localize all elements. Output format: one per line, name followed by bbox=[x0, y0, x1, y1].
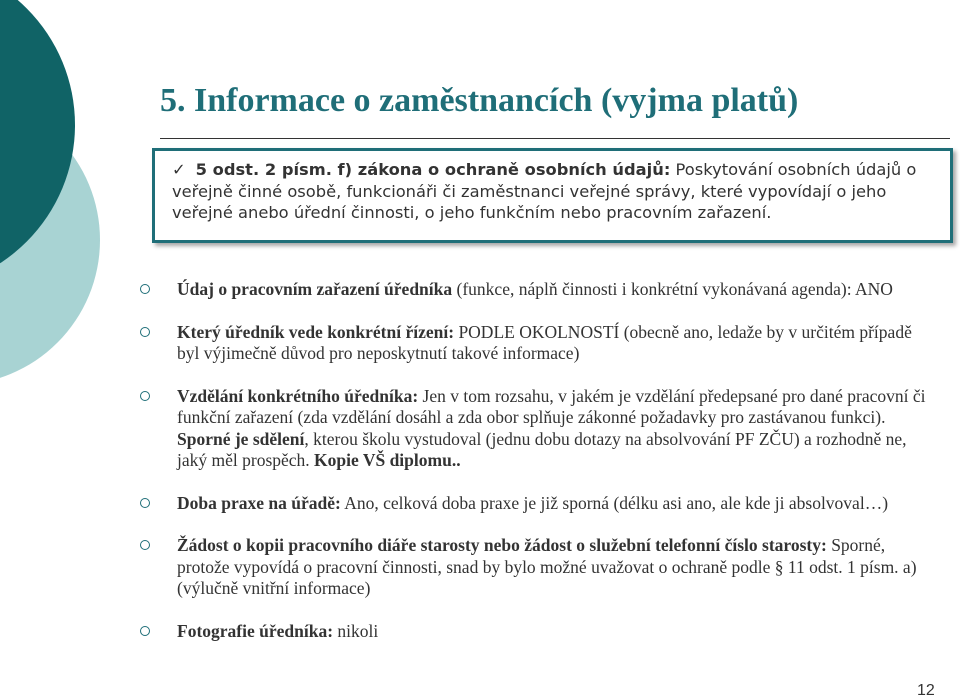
item-heading: Vzdělání konkrétního úředníka: bbox=[177, 385, 419, 406]
item-heading: Doba praxe na úřadě: bbox=[177, 492, 341, 513]
circle-bullet-icon bbox=[140, 498, 150, 508]
bullet-list bbox=[140, 279, 930, 642]
list-item bbox=[140, 621, 930, 643]
item-text: Sporné, protože vypovídá o pracovní činnosti, snad by bylo možné uvažovat o ochraně podle § 11 odst. 1 písm. a) (výlučně vnitřní informace) bbox=[177, 535, 917, 598]
item-emphasis: Sporné je sdělení bbox=[177, 428, 305, 449]
legal-reference-text: Poskytování osobních údajů o veřejně činné osobě, funkcionáři či zaměstnanci veřejné správy, které vypovídají o jeho veřejné anebo úřední činnosti, o jeho funkčním nebo pracovním zařazení. bbox=[172, 160, 917, 222]
page-number: 12 bbox=[917, 682, 935, 699]
item-text: PODLE OKOLNOSTÍ (obecně ano, ledaže by v určitém případě byl výjimečně důvod pro neposkytnutí takové informace) bbox=[177, 321, 912, 363]
item-emphasis-final: Kopie VŠ diplomu.. bbox=[314, 450, 461, 470]
legal-reference-box bbox=[152, 148, 953, 243]
item-heading: Fotografie úředníka: bbox=[177, 620, 334, 641]
circle-bullet-icon bbox=[140, 626, 150, 636]
item-heading: Žádost o kopii pracovního diáře starosty nebo žádost o služební telefonní číslo starosty: bbox=[177, 535, 827, 555]
check-icon: ✓ bbox=[172, 160, 186, 179]
item-text: nikoli bbox=[333, 620, 379, 641]
circle-bullet-icon bbox=[140, 391, 150, 401]
list-item bbox=[140, 535, 930, 600]
legal-reference-bold: 5 odst. 2 písm. f) zákona o ochraně osobních údajů: bbox=[195, 160, 671, 179]
item-text: Jen v tom rozsahu, v jakém je vzdělání předepsané pro dané pracovní či funkční zařazení (zda vzdělání dosáhl a zda obor splňuje zákonné požadavky pro zastávanou funkci). bbox=[177, 385, 926, 427]
list-item bbox=[140, 493, 930, 515]
item-text: (funkce, náplň činnosti i konkrétní vykonávaná agenda): ANO bbox=[452, 279, 893, 299]
title-divider bbox=[160, 138, 950, 139]
item-text: Ano, celková doba praxe je již sporná (délku asi ano, ale kde ji absolvoval…) bbox=[340, 492, 889, 513]
circle-bullet-icon bbox=[140, 284, 150, 294]
item-heading: Který úředník vede konkrétní řízení: bbox=[177, 321, 455, 342]
item-text-continued: , kterou školu vystudoval (jednu dobu dotazy na absolvování PF ZČU) a rozhodně ne, jaký měl prospěch. bbox=[177, 428, 907, 470]
list-item bbox=[140, 386, 930, 472]
list-item bbox=[140, 322, 930, 365]
list-item bbox=[140, 279, 930, 301]
item-heading: Údaj o pracovním zařazení úředníka bbox=[177, 279, 453, 299]
circle-bullet-icon bbox=[140, 540, 150, 550]
circle-bullet-icon bbox=[140, 327, 150, 337]
slide-title: 5. Informace o zaměstnancích (vyjma platů) bbox=[160, 82, 799, 119]
